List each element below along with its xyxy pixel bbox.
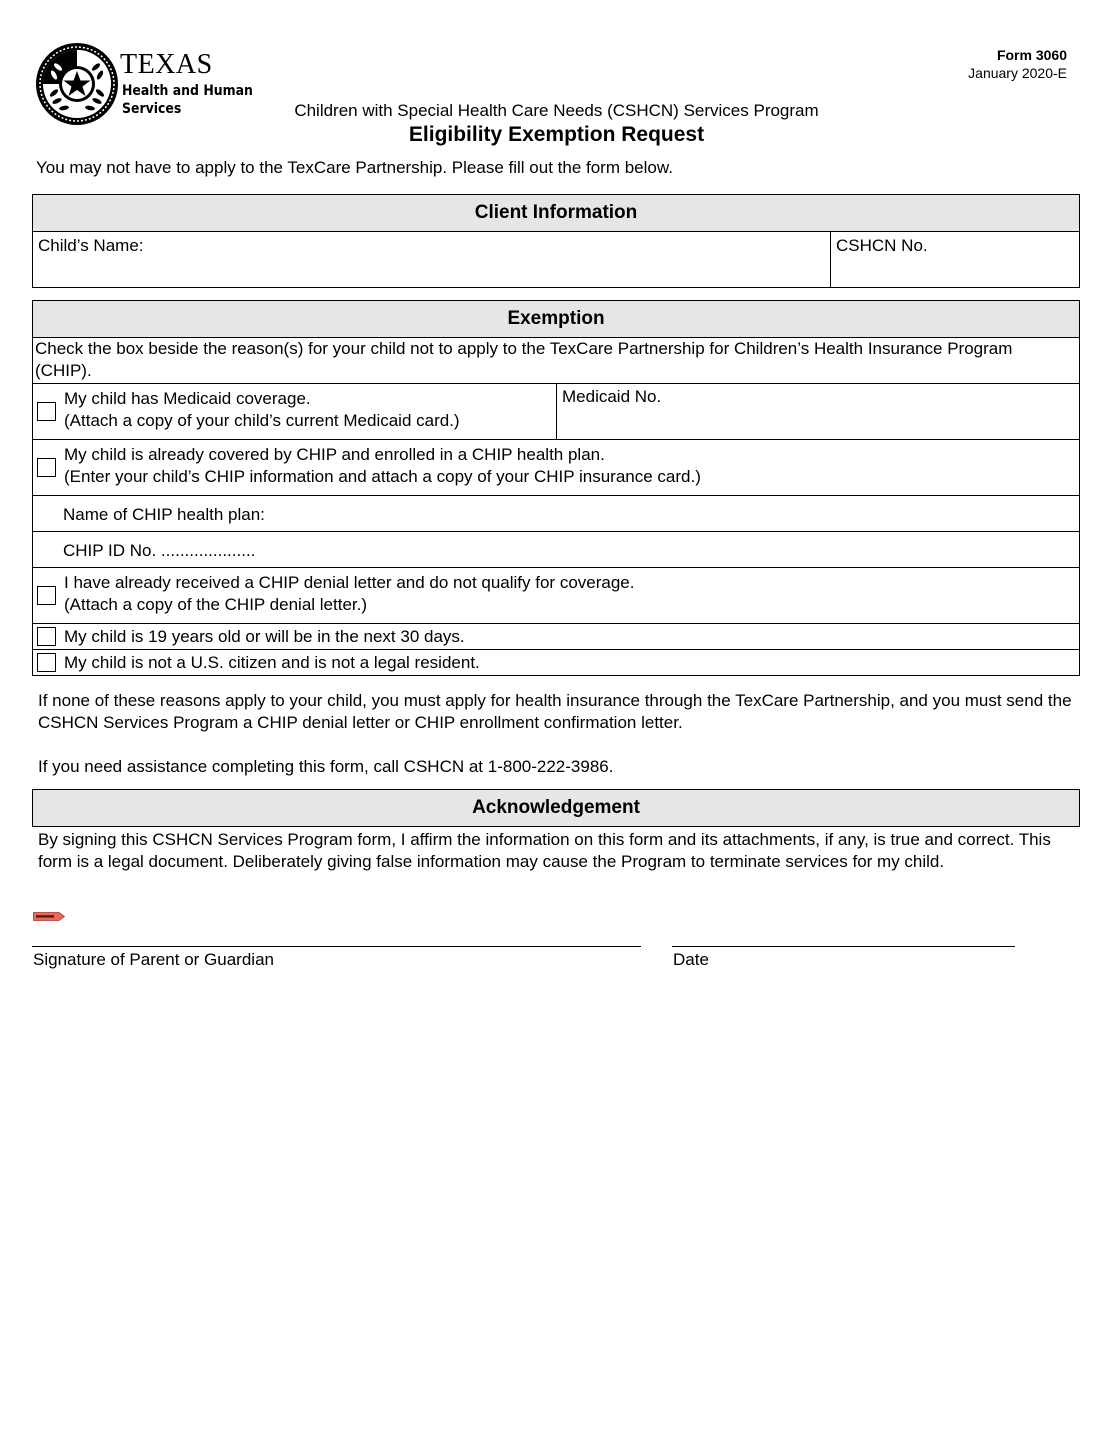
medicaid-checkbox[interactable] [37, 402, 56, 421]
option-line-2: (Attach a copy of the CHIP denial letter.) [64, 595, 368, 614]
cshcn-no-label: CSHCN No. [836, 236, 928, 255]
medicaid-no-field[interactable] [556, 384, 1079, 439]
program-name: Children with Special Health Care Needs (CSHCN) Services Program [294, 101, 819, 120]
exemption-option-chip-enrolled [33, 440, 1079, 496]
option-line-1: I have already received a CHIP denial letter and do not qualify for coverage. [64, 573, 635, 592]
chip-plan-name-label: Name of CHIP health plan: [63, 505, 265, 524]
exemption-instructions-row [33, 338, 1079, 384]
section-heading: Client Information [33, 195, 1079, 232]
logo-line-2: Health and Human [122, 83, 253, 99]
signature-label: Signature of Parent or Guardian [33, 950, 274, 969]
none-apply-note: If none of these reasons apply to your child, you must apply for health insurance through the TexCare Partnership, and you must send the CSHCN Services Program a CHIP denial letter or CHIP enrollment confirmation letter. [38, 691, 1072, 732]
logo-texas: TEXAS [120, 49, 213, 80]
cshcn-no-field[interactable] [830, 232, 1079, 287]
page-title: Eligibility Exemption Request [408, 123, 705, 146]
exemption-option-chip-denial [33, 568, 1079, 624]
exemption-option-medicaid [33, 384, 1079, 440]
client-info-row [33, 232, 1079, 287]
exemption-option-not-citizen [33, 650, 1079, 676]
chip-id-field[interactable] [33, 532, 1079, 568]
chip-enrolled-checkbox[interactable] [37, 458, 56, 477]
chip-id-label: CHIP ID No. .................... [63, 541, 256, 560]
option-line-1: My child is not a U.S. citizen and is not a legal resident. [64, 653, 480, 672]
exemption-section [32, 300, 1080, 676]
option-line-1: My child is already covered by CHIP and enrolled in a CHIP health plan. [64, 445, 605, 464]
date-label: Date [673, 950, 709, 969]
childs-name-label: Child’s Name: [38, 236, 144, 255]
chip-plan-name-field[interactable] [33, 496, 1079, 532]
option-line-2: (Enter your child’s CHIP information and attach a copy of your CHIP insurance card.) [64, 467, 701, 486]
option-line-1: My child is 19 years old or will be in the next 30 days. [64, 627, 465, 646]
assistance-note: If you need assistance completing this form, call CSHCN at 1-800-222-3986. [38, 757, 614, 776]
acknowledgement-text: By signing this CSHCN Services Program form, I affirm the information on this form and its attachments, if any, is true and correct. This form is a legal document. Deliberately giving false information may cause the Program to terminate services for my child. [38, 830, 1051, 871]
section-heading: Exemption [33, 301, 1079, 338]
medicaid-no-label: Medicaid No. [562, 387, 662, 406]
intro-text: You may not have to apply to the TexCare Partnership. Please fill out the form below. [36, 158, 673, 177]
age-19-checkbox[interactable] [37, 627, 56, 646]
option-line-1: My child has Medicaid coverage. [64, 389, 311, 408]
form-date: January 2020-E [968, 65, 1067, 81]
section-heading: Acknowledgement [33, 790, 1079, 826]
acknowledgement-section [32, 789, 1080, 827]
sign-here-tag-icon [33, 912, 65, 921]
client-information-section [32, 194, 1080, 288]
form-number: Form 3060 [996, 47, 1067, 63]
exemption-option-age-19 [33, 624, 1079, 650]
chip-denial-checkbox[interactable] [37, 586, 56, 605]
signature-field[interactable] [32, 946, 641, 947]
form-identifier [968, 46, 1067, 82]
logo-line-3: Services [122, 101, 182, 117]
option-line-2: (Attach a copy of your child’s current Medicaid card.) [64, 411, 460, 430]
exemption-instructions: Check the box beside the reason(s) for your child not to apply to the TexCare Partnership for Children’s Health Insurance Program (CHIP). [35, 339, 1013, 380]
date-field[interactable] [672, 946, 1015, 947]
childs-name-field[interactable] [33, 232, 830, 287]
not-citizen-checkbox[interactable] [37, 653, 56, 672]
